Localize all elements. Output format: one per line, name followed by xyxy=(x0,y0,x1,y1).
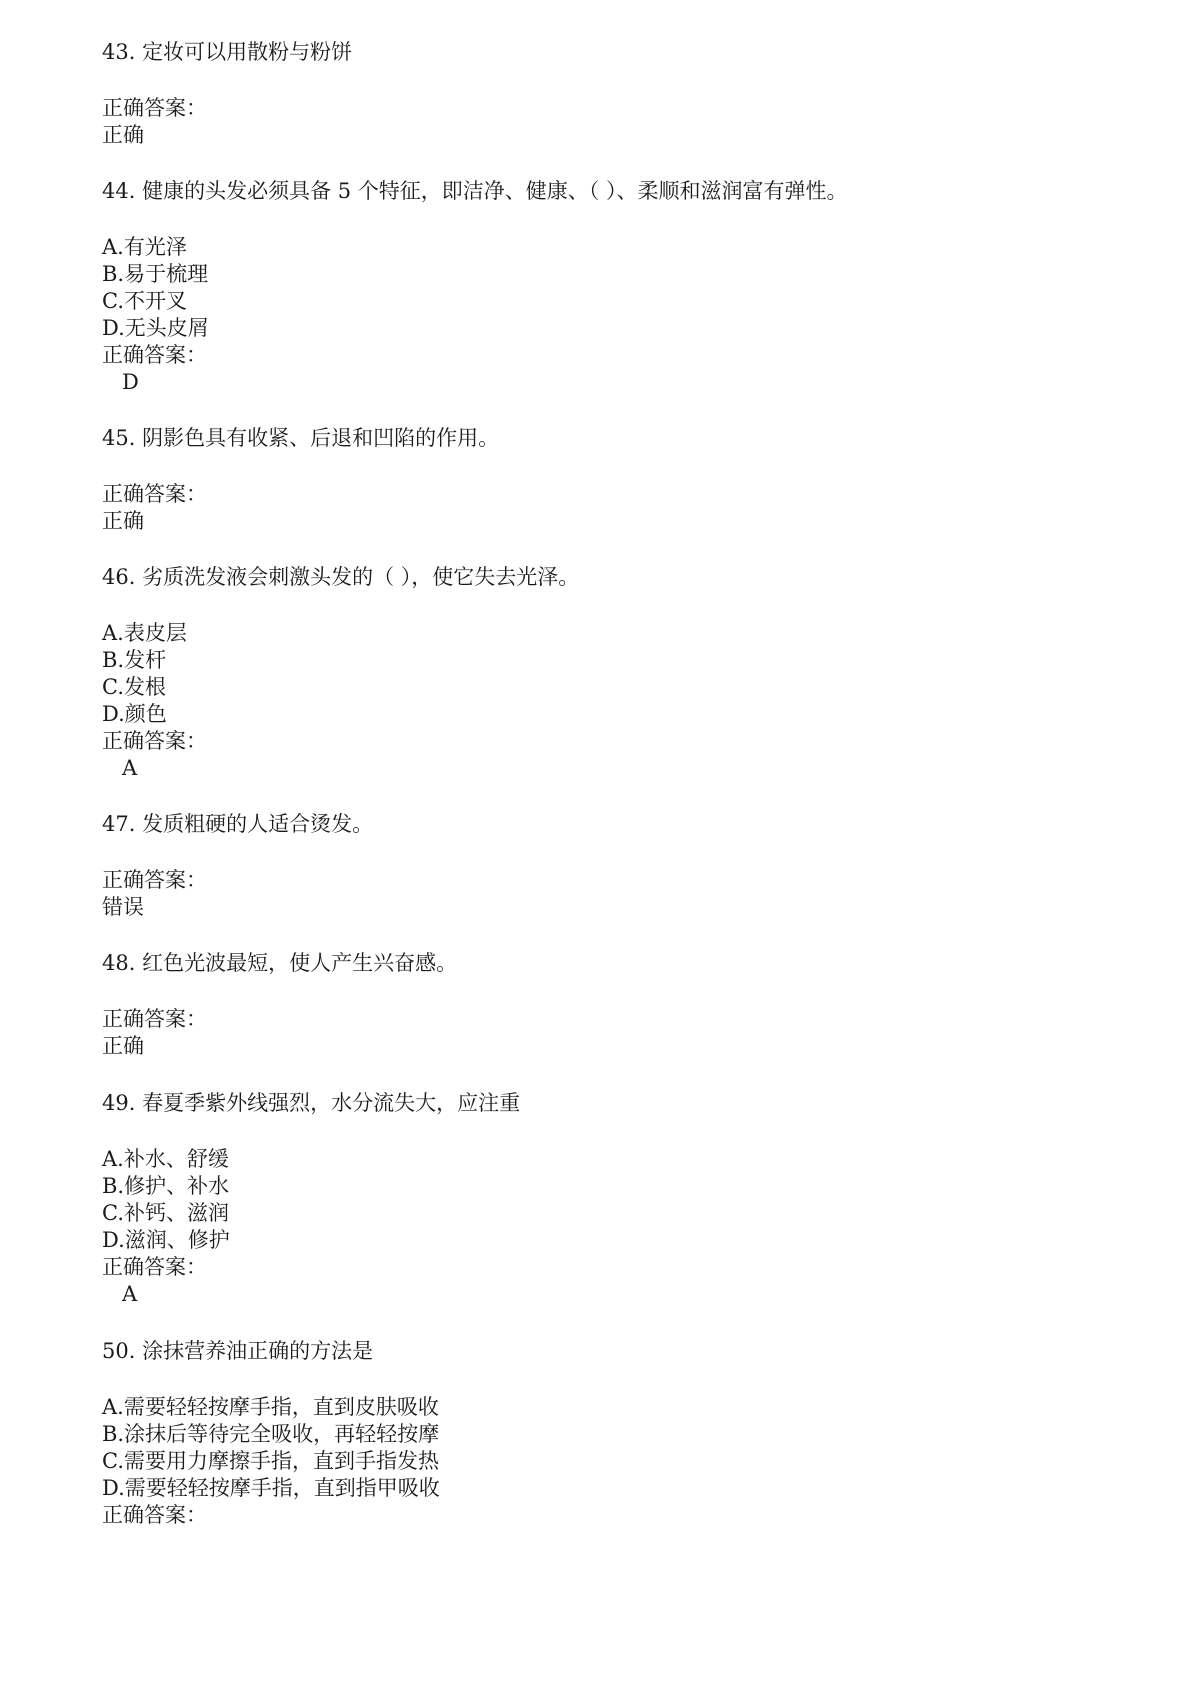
question-46-text: 46. 劣质洗发液会刺激头发的（ ），使它失去光泽。 xyxy=(102,565,580,589)
question-48-answer-label: 正确答案： xyxy=(102,1007,207,1031)
question-50-option-a: A.需要轻轻按摩手指，直到皮肤吸收 xyxy=(102,1395,439,1419)
question-47-answer-label: 正确答案： xyxy=(102,868,207,892)
question-43-text: 43. 定妆可以用散粉与粉饼 xyxy=(102,40,353,64)
question-47-answer: 错误 xyxy=(102,895,144,919)
question-47-text: 47. 发质粗硬的人适合烫发。 xyxy=(102,812,374,836)
question-46-option-b: B.发杆 xyxy=(102,648,167,672)
question-44-option-d: D.无头皮屑 xyxy=(102,316,209,340)
question-44-text: 44. 健康的头发必须具备 5 个特征，即洁净、健康、（ ）、柔顺和滋润富有弹性。 xyxy=(102,179,848,203)
question-48-answer: 正确 xyxy=(102,1034,144,1058)
question-49-text: 49. 春夏季紫外线强烈，水分流失大，应注重 xyxy=(102,1091,521,1115)
question-50-option-c: C.需要用力摩擦手指，直到手指发热 xyxy=(102,1449,439,1473)
question-43-answer-label: 正确答案： xyxy=(102,96,207,120)
question-46-option-d: D.颜色 xyxy=(102,702,167,726)
question-44-option-a: A.有光泽 xyxy=(102,235,187,259)
question-46-option-c: C.发根 xyxy=(102,675,166,699)
question-44-option-c: C.不开叉 xyxy=(102,289,187,313)
question-50-text: 50. 涂抹营养油正确的方法是 xyxy=(102,1339,374,1363)
question-43-answer: 正确 xyxy=(102,123,144,147)
question-44-answer-label: 正确答案： xyxy=(102,343,207,367)
question-45-text: 45. 阴影色具有收紧、后退和凹陷的作用。 xyxy=(102,426,500,450)
question-45-answer: 正确 xyxy=(102,509,144,533)
question-50-option-b: B.涂抹后等待完全吸收，再轻轻按摩 xyxy=(102,1422,440,1446)
question-48-text: 48. 红色光波最短，使人产生兴奋感。 xyxy=(102,951,458,975)
question-44-option-b: B.易于梳理 xyxy=(102,262,209,286)
question-50-option-d: D.需要轻轻按摩手指，直到指甲吸收 xyxy=(102,1476,440,1500)
question-49-answer-label: 正确答案： xyxy=(102,1255,207,1279)
question-49-option-b: B.修护、补水 xyxy=(102,1174,230,1198)
question-49-option-a: A.补水、舒缓 xyxy=(102,1147,229,1171)
question-49-option-d: D.滋润、修护 xyxy=(102,1228,230,1252)
question-46-answer: A xyxy=(122,756,138,780)
question-50-answer-label: 正确答案： xyxy=(102,1503,207,1527)
question-49-option-c: C.补钙、滋润 xyxy=(102,1201,229,1225)
question-46-answer-label: 正确答案： xyxy=(102,729,207,753)
question-49-answer: A xyxy=(122,1282,138,1306)
question-45-answer-label: 正确答案： xyxy=(102,482,207,506)
question-44-answer: D xyxy=(122,370,139,394)
question-46-option-a: A.表皮层 xyxy=(102,621,187,645)
